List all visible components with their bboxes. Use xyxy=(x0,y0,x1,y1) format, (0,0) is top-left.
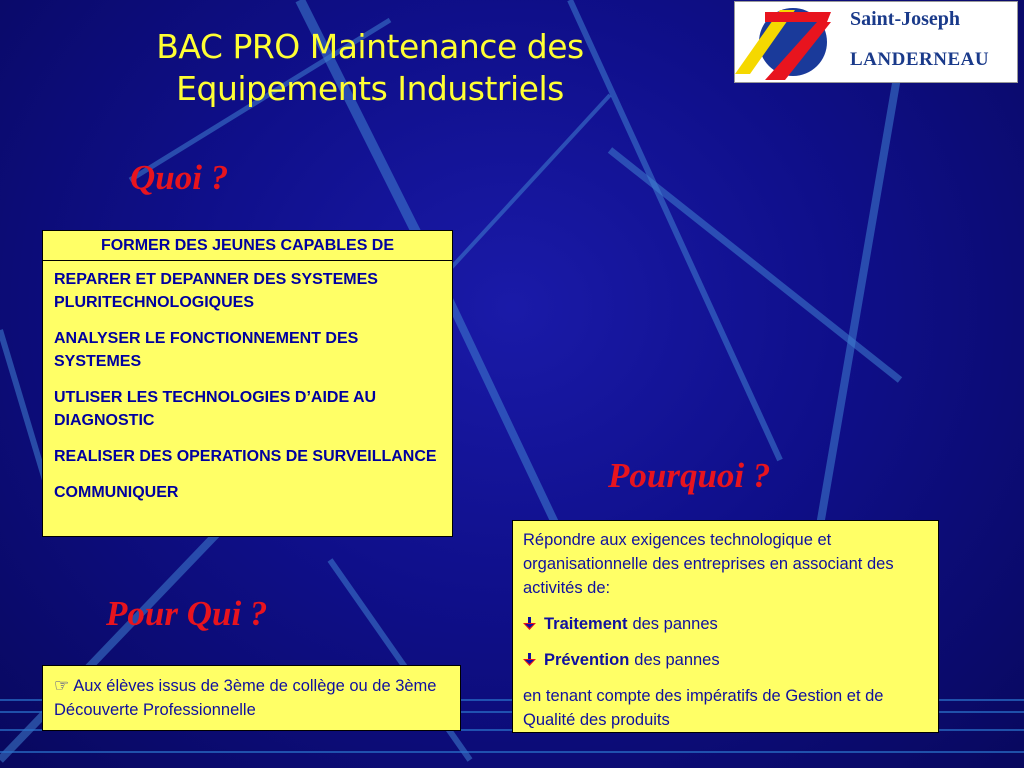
list-item xyxy=(523,612,928,636)
quoi-box xyxy=(42,230,453,537)
logo-emblem-icon xyxy=(735,2,845,82)
pourquoi-intro: Répondre aux exigences technologique et organisationnelle des entreprises en associant des activités de: xyxy=(523,531,894,597)
list-item xyxy=(523,648,928,672)
quoi-heading: Quoi ? xyxy=(130,158,229,197)
title-line-2: Equipements Industriels xyxy=(176,69,564,108)
quoi-box-header: FORMER DES JEUNES CAPABLES DE xyxy=(43,231,452,261)
down-arrow-bullet-icon xyxy=(523,617,536,631)
bullet-text: des pannes xyxy=(632,615,718,633)
logo-city-name: LANDERNEAU xyxy=(850,49,990,70)
pourquoi-heading: Pourquoi ? xyxy=(608,456,771,495)
logo-school-name: Saint-Joseph xyxy=(850,8,961,30)
down-arrow-bullet-icon xyxy=(523,653,536,667)
quoi-list xyxy=(43,261,452,504)
bullet-bold: Traitement xyxy=(544,615,628,633)
pour-qui-heading: Pour Qui ? xyxy=(106,594,268,633)
list-item: ANALYSER LE FONCTIONNEMENT DES SYSTEMES xyxy=(54,330,359,370)
page-title xyxy=(100,26,640,110)
list-item: REALISER DES OPERATIONS DE SURVEILLANCE xyxy=(54,448,437,465)
school-logo xyxy=(734,1,1018,83)
pourquoi-box xyxy=(512,520,939,733)
pourquoi-outro: en tenant compte des impératifs de Gestion et de Qualité des produits xyxy=(523,687,884,729)
pour-qui-box xyxy=(42,665,461,731)
list-item: COMMUNIQUER xyxy=(54,484,179,501)
pointing-hand-icon: ☞ xyxy=(54,676,70,695)
list-item: REPARER ET DEPANNER DES SYSTEMES PLURITECHNOLOGIQUES xyxy=(54,271,378,311)
bullet-text: des pannes xyxy=(634,651,720,669)
title-line-1: BAC PRO Maintenance des xyxy=(156,27,584,66)
list-item: UTLISER LES TECHNOLOGIES D’AIDE AU DIAGNOSTIC xyxy=(54,389,377,429)
bullet-bold: Prévention xyxy=(544,651,630,669)
pour-qui-text: Aux élèves issus de 3ème de collège ou de 3ème Découverte Professionnelle xyxy=(54,677,437,719)
